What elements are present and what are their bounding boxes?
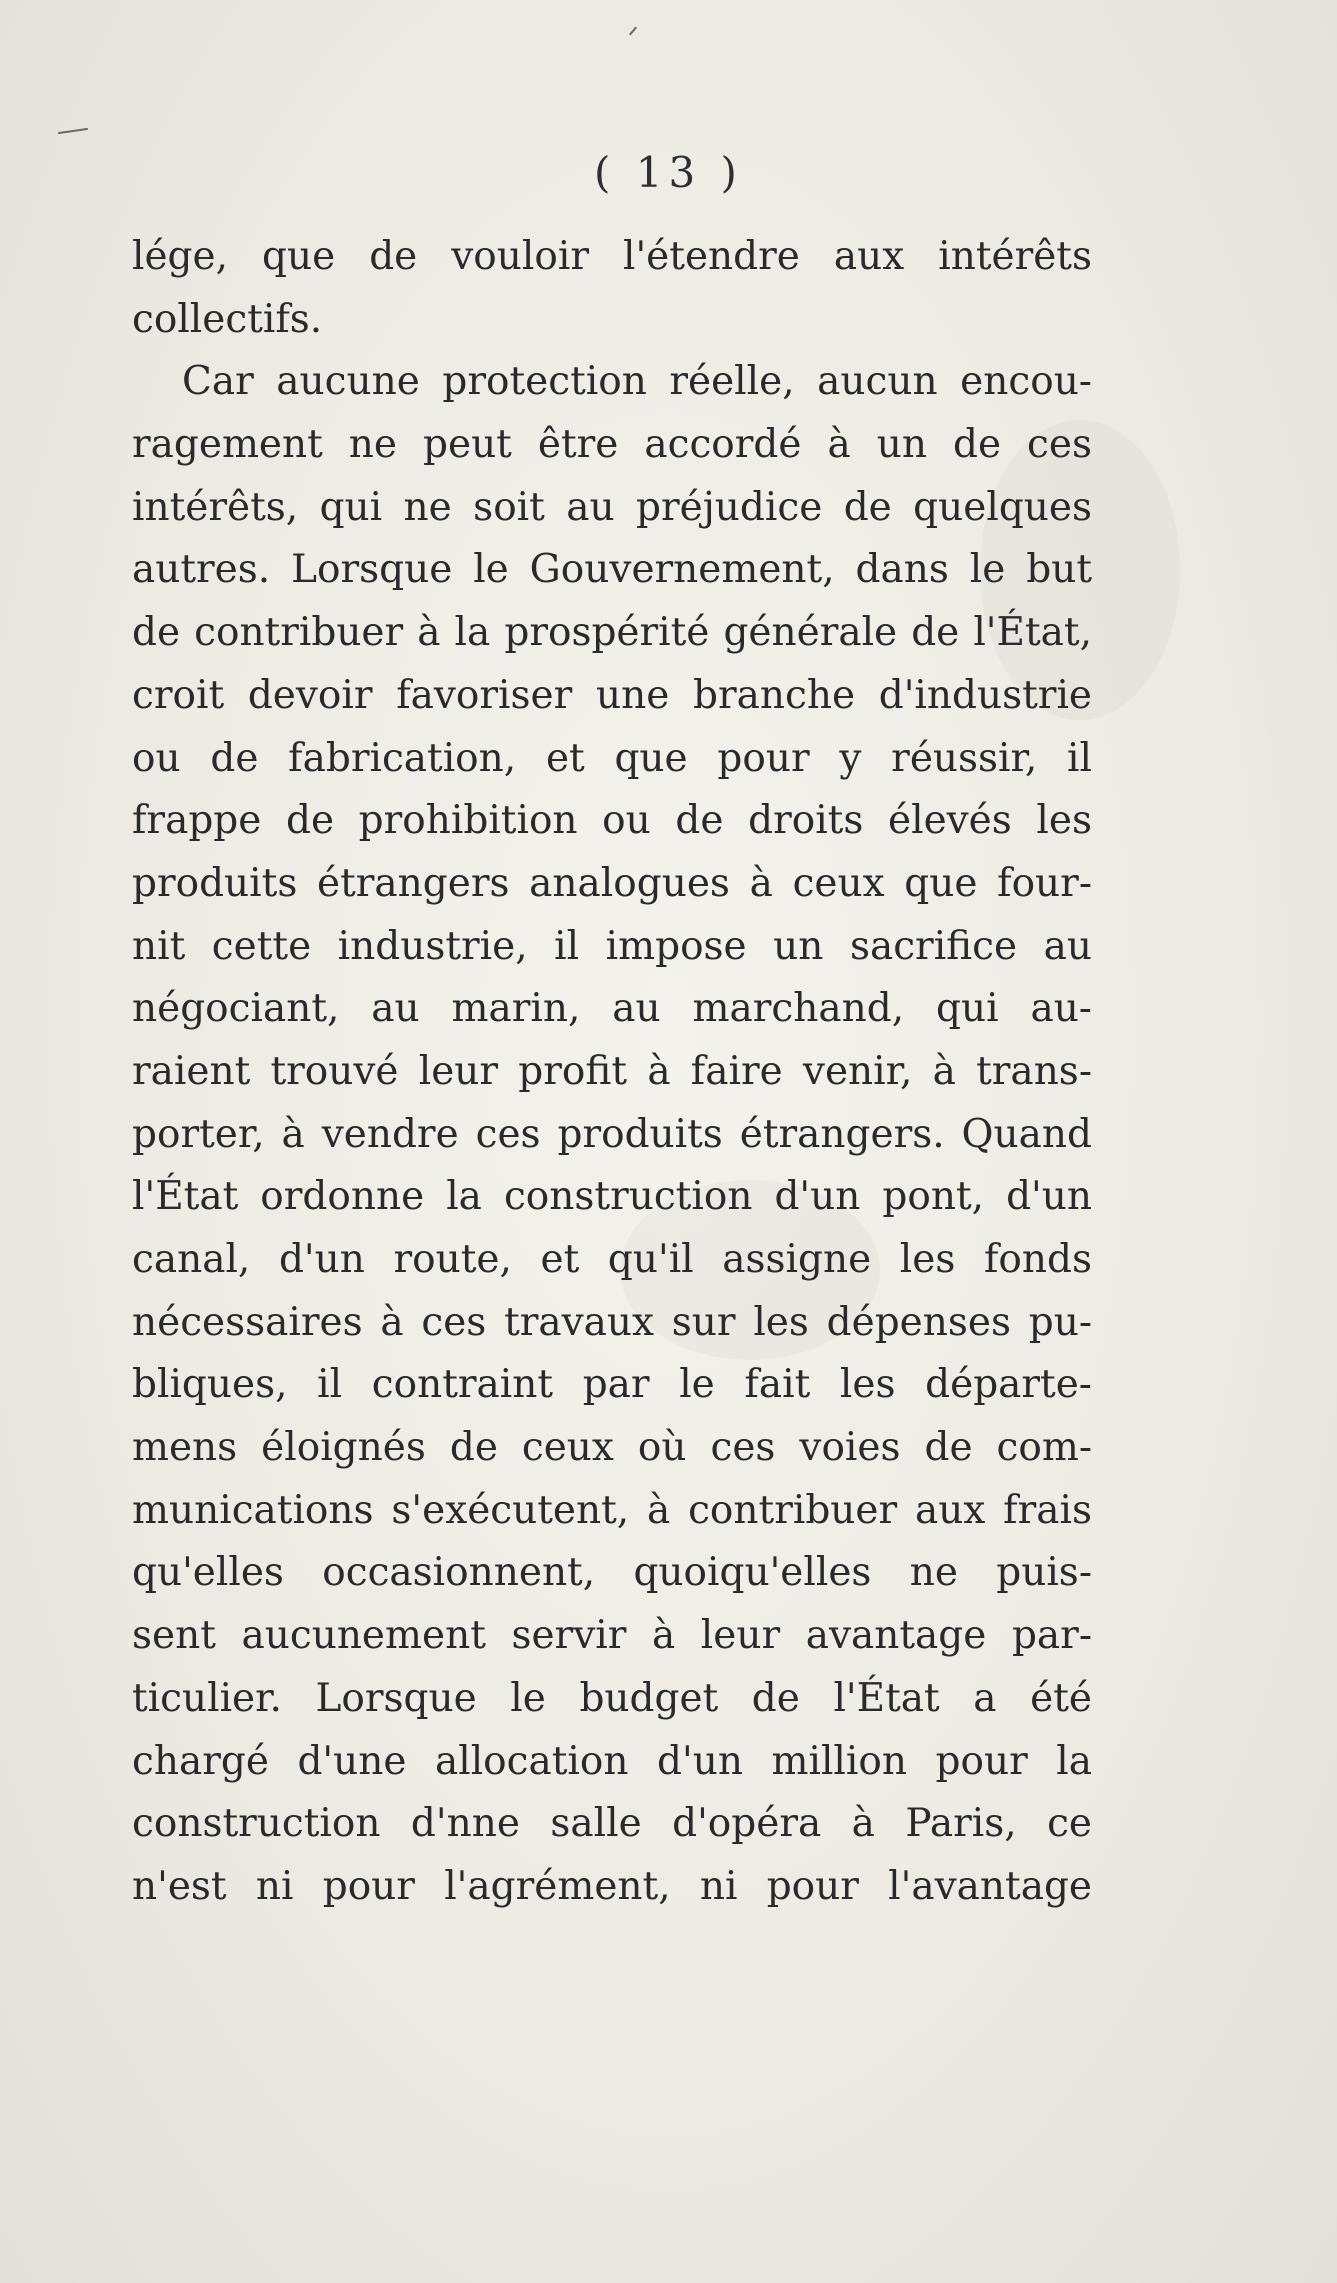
text-line: mens éloignés de ceux où ces voies de com-	[132, 1425, 1092, 1471]
text-line: qu'elles occasionnent, quoiqu'elles ne puis-	[132, 1550, 1092, 1596]
text-line: munications s'exécutent, à contribuer aux frais	[132, 1487, 1092, 1533]
text-line: autres. Lorsque le Gouvernement, dans le but	[132, 547, 1092, 593]
page-number: ( 13 )	[594, 148, 743, 197]
text-line: construction d'nne salle d'opéra à Paris, ce	[132, 1801, 1092, 1847]
stray-ink-mark	[629, 27, 637, 36]
text-line: intérêts, qui ne soit au préjudice de quelques	[132, 484, 1092, 530]
text-line: bliques, il contraint par le fait les départe-	[132, 1362, 1092, 1408]
text-line: croit devoir favoriser une branche d'industrie	[132, 672, 1092, 718]
text-line: ragement ne peut être accordé à un de ces	[132, 422, 1092, 468]
text-line: négociant, au marin, au marchand, qui au-	[132, 986, 1092, 1032]
text-line: ou de fabrication, et que pour y réussir, il	[132, 735, 1092, 781]
text-line: lége, que de vouloir l'étendre aux intérêts	[132, 234, 1092, 279]
stray-ink-mark	[58, 128, 88, 134]
text-line: produits étrangers analogues à ceux que four-	[132, 860, 1092, 906]
text-line: collectifs.	[132, 296, 323, 342]
text-line: sent aucunement servir à leur avantage par-	[132, 1613, 1092, 1659]
text-line: Car aucune protection réelle, aucun encou-	[182, 359, 1092, 405]
text-line: ticulier. Lorsque le budget de l'État a été	[132, 1675, 1092, 1721]
text-line: nécessaires à ces travaux sur les dépenses pu-	[132, 1299, 1092, 1345]
text-line: chargé d'une allocation d'un million pour la	[132, 1738, 1092, 1784]
text-line: canal, d'un route, et qu'il assigne les fonds	[132, 1237, 1092, 1282]
text-line: porter, à vendre ces produits étrangers. Quand	[132, 1111, 1092, 1157]
text-line: raient trouvé leur profit à faire venir, à trans-	[132, 1048, 1092, 1094]
text-line: nit cette industrie, il impose un sacrifice au	[132, 923, 1092, 969]
text-line: l'État ordonne la construction d'un pont, d'un	[132, 1174, 1092, 1220]
body-text	[132, 226, 1092, 1919]
text-line: n'est ni pour l'agrément, ni pour l'avantage	[132, 1863, 1092, 1909]
text-line: frappe de prohibition ou de droits élevés les	[132, 798, 1092, 844]
text-line: de contribuer à la prospérité générale de l'État,	[132, 610, 1092, 656]
